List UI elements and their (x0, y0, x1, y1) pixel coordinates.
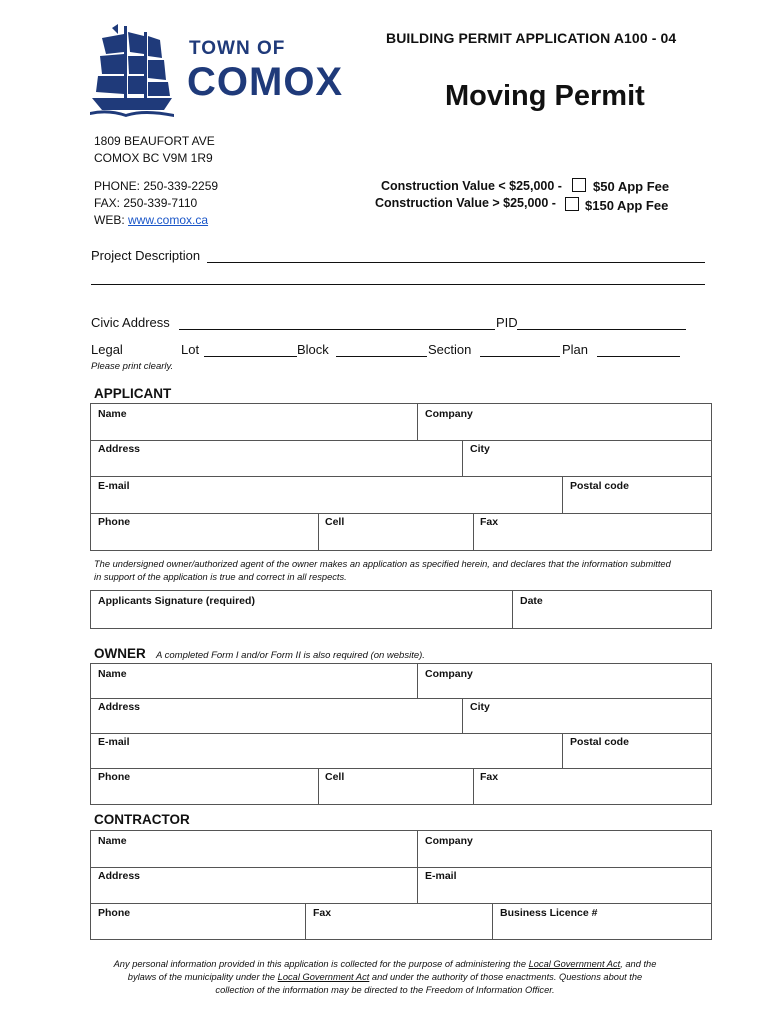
contractor-address-field[interactable]: Address (98, 870, 141, 882)
project-description-field-2[interactable] (91, 284, 705, 285)
contractor-email-field[interactable]: E-mail (425, 870, 457, 882)
phone-number: PHONE: 250-339-2259 (94, 179, 219, 193)
plan-field[interactable] (597, 356, 680, 357)
permit-title: Moving Permit (445, 80, 645, 112)
privacy-notice (80, 958, 690, 997)
pid-field[interactable] (517, 329, 686, 330)
contractor-name-field[interactable]: Name (98, 835, 127, 847)
signature-table (90, 590, 712, 629)
web-link[interactable]: www.comox.ca (128, 213, 209, 227)
privacy-text-4: and under the authority of those enactments. Questions about the (369, 972, 643, 982)
print-note: Please print clearly. (91, 361, 174, 372)
section-label: Section (428, 342, 472, 357)
owner-company-field[interactable]: Company (425, 668, 473, 680)
privacy-text-1: Any personal information provided in this application is collected for the purpose of administering the (113, 959, 529, 969)
privacy-line-2 (80, 971, 690, 984)
city-address: COMOX BC V9M 1R9 (94, 151, 213, 165)
fee-2: $150 App Fee (585, 198, 669, 213)
fee-checkbox-1[interactable] (572, 178, 586, 192)
lot-field[interactable] (204, 356, 297, 357)
owner-city-field[interactable]: City (470, 701, 490, 713)
logo-town-of: TOWN OF (189, 38, 286, 59)
contractor-heading: CONTRACTOR (94, 812, 190, 827)
applicant-company-field[interactable]: Company (425, 408, 473, 420)
privacy-line-1 (80, 958, 690, 971)
owner-note: A completed Form I and/or Form II is also required (on website). (156, 650, 425, 661)
project-description-field[interactable] (207, 262, 705, 263)
privacy-text-3: bylaws of the municipality under the (127, 972, 278, 982)
pid-label: PID (496, 315, 518, 330)
owner-fax-field[interactable]: Fax (480, 771, 499, 783)
ship-icon (88, 22, 176, 120)
town-logo (88, 22, 358, 122)
applicant-city-field[interactable]: City (470, 443, 490, 455)
contractor-table (90, 830, 712, 940)
fee-line-1: Construction Value < $25,000 - (381, 179, 562, 193)
web-label: WEB: (94, 213, 129, 227)
declaration-text (94, 558, 714, 584)
block-label: Block (297, 342, 329, 357)
applicant-address-field[interactable]: Address (98, 443, 141, 455)
civic-address-label: Civic Address (91, 315, 170, 330)
document-title: BUILDING PERMIT APPLICATION A100 - 04 (386, 30, 677, 46)
applicant-phone-field[interactable]: Phone (98, 516, 131, 528)
block-field[interactable] (336, 356, 427, 357)
contractor-phone-field[interactable]: Phone (98, 907, 131, 919)
applicant-name-field[interactable]: Name (98, 408, 127, 420)
fax-number: FAX: 250-339-7110 (94, 196, 198, 210)
local-government-act-ref-1: Local Government Act (528, 959, 621, 969)
applicant-email-field[interactable]: E-mail (98, 480, 130, 492)
applicant-signature-field[interactable]: Applicants Signature (required) (98, 595, 255, 607)
owner-email-field[interactable]: E-mail (98, 736, 130, 748)
plan-label: Plan (562, 342, 589, 357)
contact-block (94, 133, 218, 229)
privacy-line-3: collection of the information may be directed to the Freedom of Information Officer. (215, 985, 555, 995)
fee-checkbox-2[interactable] (565, 197, 579, 211)
declaration-line-2: in support of the application is true and correct in all respects. (94, 572, 347, 582)
signature-date-field[interactable]: Date (520, 595, 543, 607)
local-government-act-ref-2: Local Government Act (277, 972, 370, 982)
owner-table (90, 663, 712, 805)
web-line (94, 212, 218, 229)
fee-1: $50 App Fee (593, 179, 670, 194)
applicant-cell-field[interactable]: Cell (325, 516, 345, 528)
legal-label: Legal (91, 342, 123, 357)
owner-name-field[interactable]: Name (98, 668, 127, 680)
declaration-line-1: The undersigned owner/authorized agent of the owner makes an application as specified herein, and declares that the information submitted (94, 559, 671, 569)
applicant-postal-field[interactable]: Postal code (570, 480, 629, 492)
owner-address-field[interactable]: Address (98, 701, 141, 713)
contractor-company-field[interactable]: Company (425, 835, 473, 847)
lot-label: Lot (181, 342, 200, 357)
civic-address-field[interactable] (179, 329, 495, 330)
contractor-licence-field[interactable]: Business Licence # (500, 907, 598, 919)
applicant-fax-field[interactable]: Fax (480, 516, 499, 528)
owner-phone-field[interactable]: Phone (98, 771, 131, 783)
fee-line-2: Construction Value > $25,000 - (375, 196, 556, 210)
privacy-text-2: , and the (620, 959, 657, 969)
contractor-fax-field[interactable]: Fax (313, 907, 332, 919)
owner-heading: OWNER (94, 646, 146, 661)
applicant-table (90, 403, 712, 551)
section-field[interactable] (480, 356, 560, 357)
logo-comox: COMOX (187, 60, 344, 104)
owner-postal-field[interactable]: Postal code (570, 736, 629, 748)
project-description-label: Project Description (91, 248, 201, 263)
street-address: 1809 BEAUFORT AVE (94, 134, 215, 148)
owner-cell-field[interactable]: Cell (325, 771, 345, 783)
applicant-heading: APPLICANT (94, 386, 172, 401)
